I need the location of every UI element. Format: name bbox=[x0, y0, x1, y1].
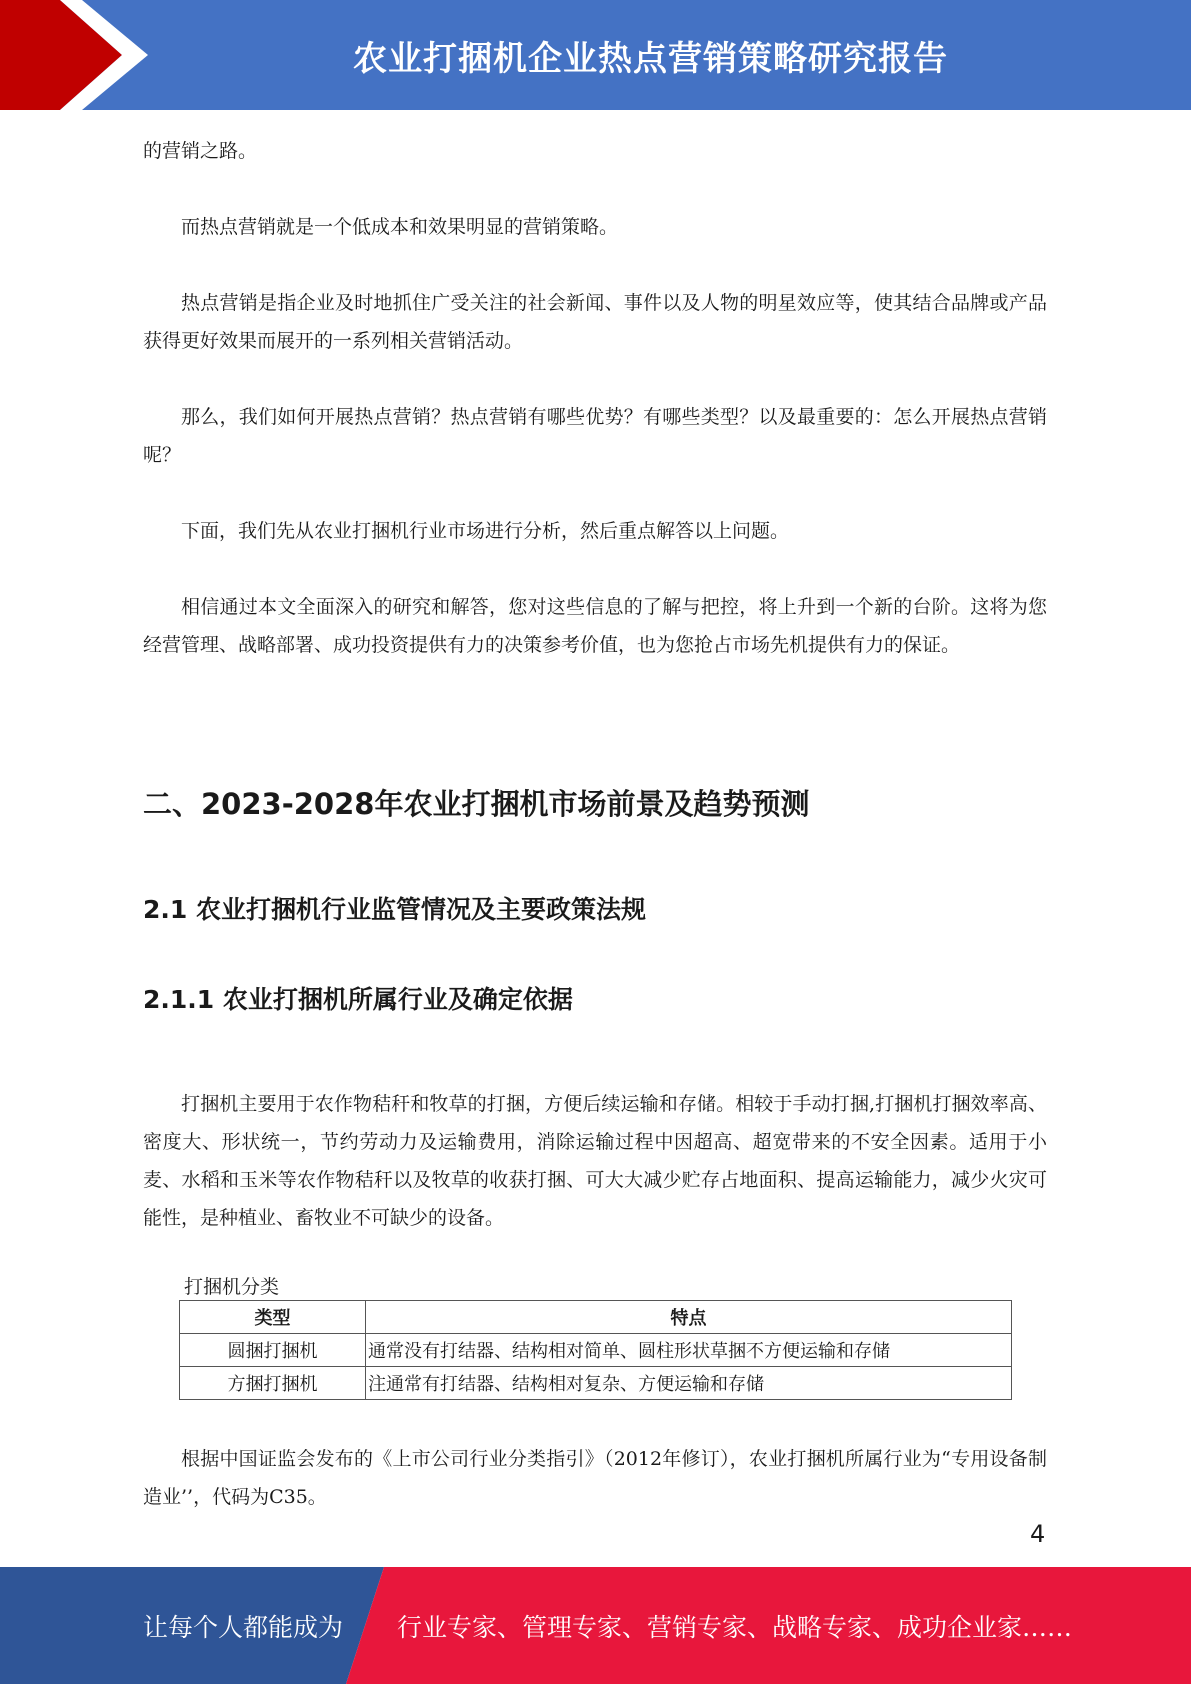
intro-paragraph-2: 热点营销是指企业及时地抓住广受关注的社会新闻、事件以及人物的明星效应等，使其结合品牌或产品获得更好效果而展开的一系列相关营销活动。 bbox=[143, 292, 1047, 352]
table-caption: 打捆机分类 bbox=[184, 1276, 280, 1298]
table-header-row bbox=[180, 1301, 1012, 1334]
body-section-2 bbox=[143, 1440, 1047, 1516]
footer-slogan-left: 让每个人都能成为 bbox=[143, 1612, 344, 1642]
table-row bbox=[180, 1367, 1012, 1400]
table-header-type: 类型 bbox=[180, 1301, 366, 1334]
intro-paragraph-4: 下面，我们先从农业打捆机行业市场进行分析，然后重点解答以上问题。 bbox=[181, 520, 790, 542]
table-cell-type: 方捆打捆机 bbox=[180, 1367, 366, 1400]
table-header-feature: 特点 bbox=[366, 1301, 1012, 1334]
body-section-1 bbox=[143, 1085, 1047, 1237]
page-number: 4 bbox=[1030, 1520, 1046, 1548]
intro-paragraph-3: 那么，我们如何开展热点营销？热点营销有哪些优势？有哪些类型？以及最重要的：怎么开展热点营销呢？ bbox=[143, 406, 1047, 466]
body-paragraph-1: 打捆机主要用于农作物秸秆和牧草的打捆，方便后续运输和存储。相较于手动打捆,打捆机打捆效率高、密度大、形状统一，节约劳动力及运输费用，消除运输过程中因超高、超宽带来的不安全因素。适用于小麦、水稻和玉米等农作物秸秆以及牧草的收获打捆、可大大减少贮存占地面积、提高运输能力，减少火灾可能性，是种植业、畜牧业不可缺少的设备。 bbox=[143, 1093, 1047, 1229]
intro-section bbox=[143, 132, 1047, 664]
footer-banner bbox=[0, 1567, 1191, 1684]
table-cell-feature: 注通常有打结器、结构相对复杂、方便运输和存储 bbox=[366, 1367, 1012, 1400]
intro-paragraph-0: 的营销之路。 bbox=[143, 140, 258, 162]
table-cell-feature: 通常没有打结器、结构相对简单、圆柱形状草捆不方便运输和存储 bbox=[366, 1334, 1012, 1367]
table-row bbox=[180, 1334, 1012, 1367]
footer-slogan-right: 行业专家、管理专家、营销专家、战略专家、成功企业家…… bbox=[397, 1612, 1073, 1642]
body-paragraph-2: 根据中国证监会发布的《上市公司行业分类指引》（2012年修订），农业打捆机所属行业为“专用设备制造业’’，代码为C35。 bbox=[143, 1448, 1047, 1508]
chapter-heading: 二、2023-2028年农业打捆机市场前景及趋势预测 bbox=[143, 787, 810, 821]
section-heading: 2.1 农业打捆机行业监管情况及主要政策法规 bbox=[143, 895, 646, 924]
subsection-heading: 2.1.1 农业打捆机所属行业及确定依据 bbox=[143, 985, 573, 1014]
intro-paragraph-1: 而热点营销就是一个低成本和效果明显的营销策略。 bbox=[181, 216, 619, 238]
baler-classification-table bbox=[179, 1300, 1012, 1400]
header-banner bbox=[0, 0, 1191, 110]
table-cell-type: 圆捆打捆机 bbox=[180, 1334, 366, 1367]
report-title: 农业打捆机企业热点营销策略研究报告 bbox=[353, 38, 948, 79]
intro-paragraph-5: 相信通过本文全面深入的研究和解答，您对这些信息的了解与把控，将上升到一个新的台阶。这将为您经营管理、战略部署、成功投资提供有力的决策参考价值，也为您抢占市场先机提供有力的保证。 bbox=[143, 596, 1047, 656]
